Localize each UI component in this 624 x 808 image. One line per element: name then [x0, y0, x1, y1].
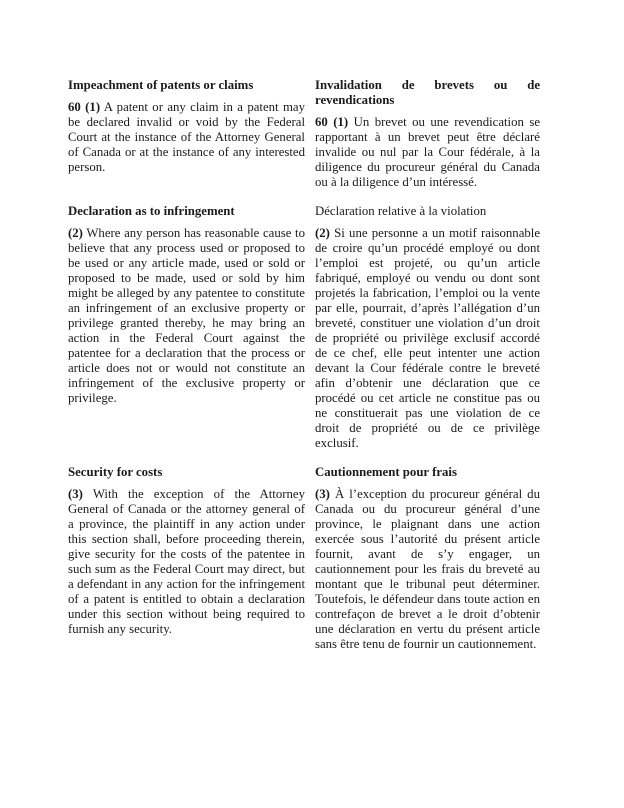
section-number-fr: 60 (1) [315, 115, 349, 129]
section-impeachment-en [68, 78, 305, 190]
section-security-fr [315, 465, 540, 652]
section-paragraph-fr [315, 226, 540, 451]
section-paragraph-en [68, 487, 305, 637]
section-declaration-fr [315, 204, 540, 451]
section-heading-en: Security for costs [68, 465, 163, 479]
section-paragraph-fr [315, 115, 540, 190]
section-body-fr: Si une personne a un motif raisonnable de croire qu’un procédé employé ou dont l’emploi est projeté, ou qu’un article fabriqué, employé ou vendu ou dont sont projetés la fabrication, l’emploi ou la vente par elle, pourrait, d’après l’allégation d’un breveté, constituer une violation d’un droit de propriété ou privilège exclusif accordé de ce chef, elle peut intenter une action devant la Cour fédérale contre le breveté afin d’obtenir une déclaration que ce procédé ou cet article ne constitue pas ou ne constituerait pas une violation de ce droit de propriété ou de ce privilège exclusif. [315, 226, 541, 450]
section-heading-fr: Invalidation de brevets ou de revendications [315, 78, 540, 107]
section-number-fr: (3) [315, 487, 330, 501]
section-paragraph-en [68, 226, 305, 406]
section-heading-en: Impeachment of patents or claims [68, 78, 254, 92]
section-invalidation-fr [315, 78, 540, 190]
two-column-layout [68, 78, 540, 652]
section-body-en: With the exception of the Attorney General of Canada or the attorney general of a province, the plaintiff in any action under this section shall, before proceeding therein, give security for the costs of the patentee in such sum as the Federal Court may direct, but a defendant in any action for the infringement of a patent is entitled to obtain a declaration under this section without being required to furnish any security. [68, 487, 306, 636]
section-body-fr: Un brevet ou une revendication se rapportant à un brevet peut être déclaré invalide ou nul par la Cour fédérale, à la diligence du procureur général du Canada ou à la diligence d’un intéressé. [315, 115, 541, 189]
section-body-en: Where any person has reasonable cause to believe that any process used or proposed to be used or any article made, used or sold or proposed to be made, used or sold by him might be alleged by any patentee to constitute an infringement of an exclusive property or privilege granted thereby, he may bring an action in the Federal Court against the patentee for a declaration that the process or article does not or would not constitute an infringement of the exclusive property or privilege. [68, 226, 306, 405]
section-paragraph-fr [315, 487, 540, 652]
section-body-fr: À l’exception du procureur général du Canada ou du procureur général d’une province, le plaignant dans une action exercée sous l’autorité du présent article fournit, avant de s’y engager, un cautionnement pour les frais du breveté au montant que le tribunal peut déterminer. Toutefois, le défendeur dans toute action en contrefaçon de brevet a le droit d’obtenir une déclaration en vertu du présent article sans être tenu de fournir un cautionnement. [315, 487, 540, 651]
section-paragraph-en [68, 100, 305, 175]
section-number-en: (3) [68, 487, 83, 501]
section-number-en: (2) [68, 226, 83, 240]
section-heading-fr: Déclaration relative à la violation [315, 204, 487, 218]
section-security-en [68, 465, 305, 652]
section-number-fr: (2) [315, 226, 330, 240]
section-declaration-en [68, 204, 305, 451]
section-heading-en: Declaration as to infringement [68, 204, 235, 218]
section-heading-fr: Cautionnement pour frais [315, 465, 457, 479]
section-body-en: A patent or any claim in a patent may be declared invalid or void by the Federal Court at the instance of the Attorney General of Canada or at the instance of any interested person. [68, 100, 306, 174]
section-number-en: 60 (1) [68, 100, 101, 114]
